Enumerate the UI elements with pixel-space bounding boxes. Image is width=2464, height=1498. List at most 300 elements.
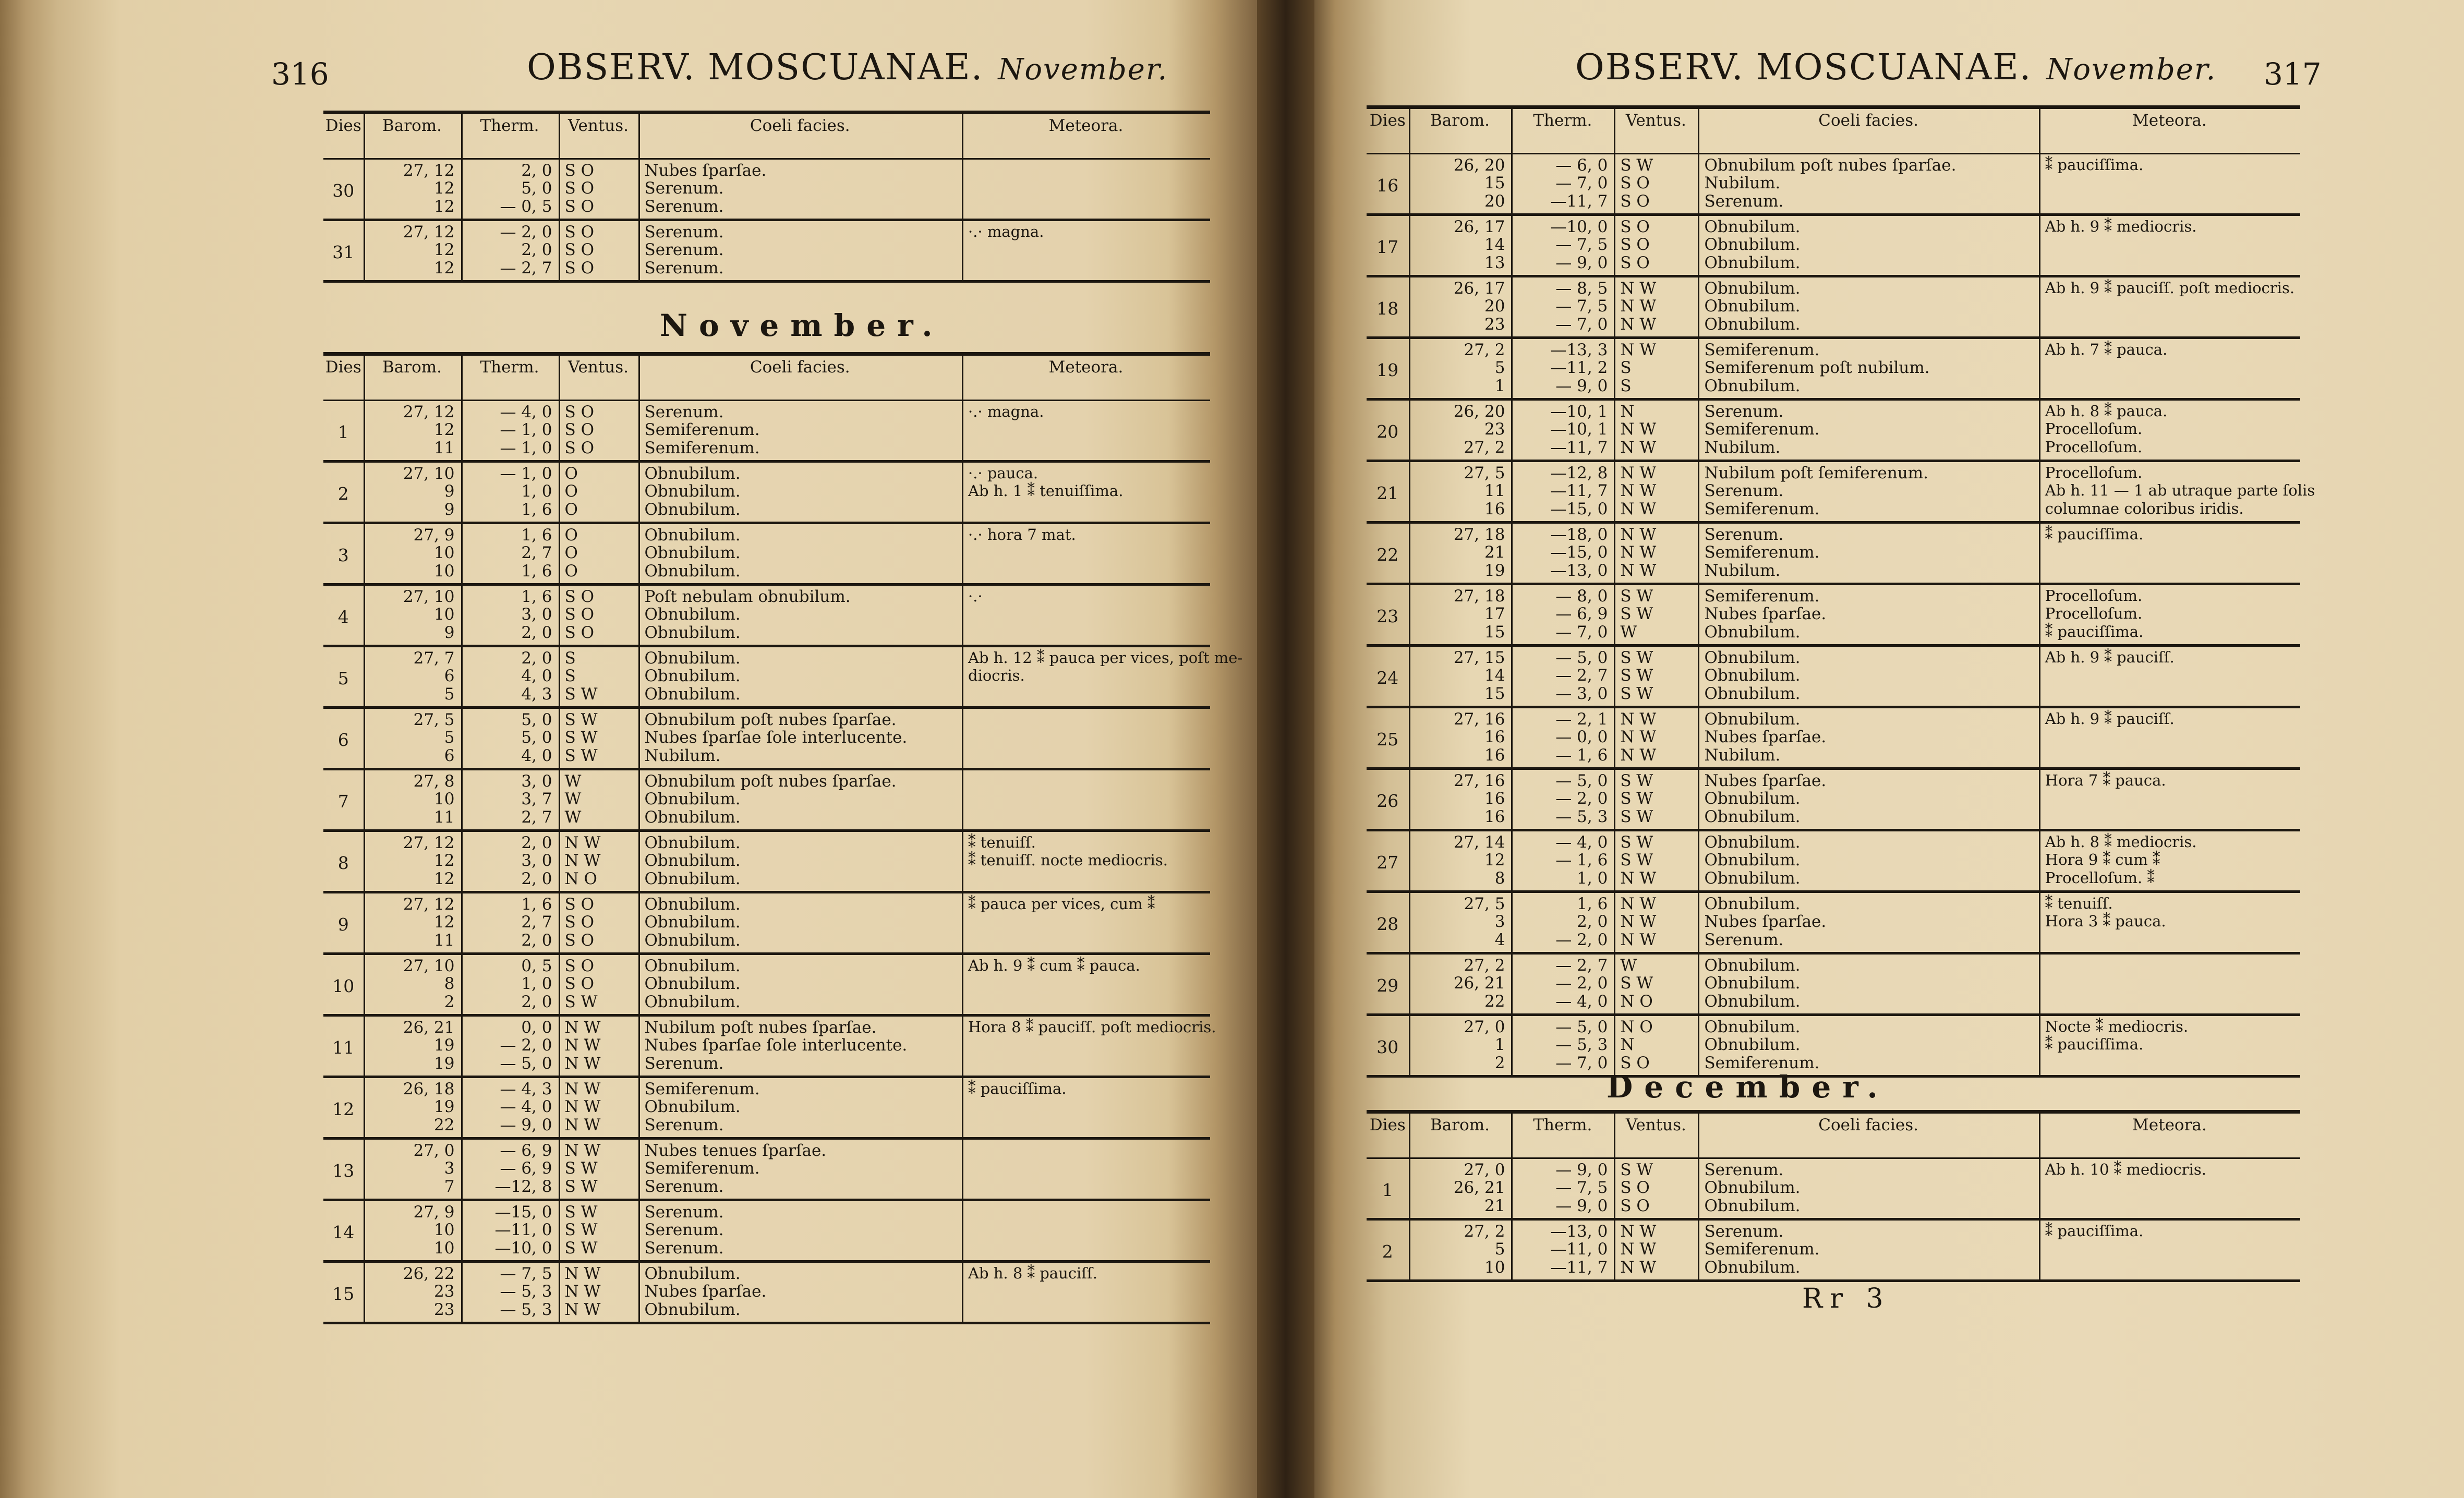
- column-rule: [1511, 462, 1513, 521]
- column-rule: [1614, 708, 1615, 767]
- day-number: 12: [332, 1098, 355, 1119]
- table-cell-line: 20: [1484, 297, 1505, 316]
- table-cell-line: W: [564, 790, 582, 809]
- table-cell-line: 1, 6: [1577, 895, 1608, 913]
- table-cell-line: — 7, 5: [1555, 1178, 1608, 1198]
- thermometer-values: [467, 770, 552, 829]
- column-rule: [1614, 462, 1615, 521]
- table-cell-line: S O: [564, 223, 595, 241]
- table-cell-line: 23: [1484, 420, 1505, 439]
- table-cell-line: 27, 12: [403, 895, 455, 914]
- table-cell-line: ⁑ tenuiſſ. nocte mediocris.: [968, 851, 1168, 869]
- table-october-end: [323, 111, 1210, 283]
- table-cell-line: 27, 16: [1453, 710, 1505, 729]
- table-cell-line: — 5, 0: [1555, 648, 1608, 667]
- table-cell-line: N W: [564, 1097, 601, 1117]
- column-rule: [962, 1263, 963, 1322]
- table-cell-line: Nubilum.: [1704, 745, 1781, 765]
- month-title: November.: [660, 308, 944, 343]
- table-cell-line: N W: [564, 833, 601, 852]
- table-row: [323, 524, 1210, 586]
- table-cell-line: Ab h. 11 — 1 ab utraque parte ſolis: [2045, 481, 2315, 500]
- table-cell-line: 7: [444, 1177, 455, 1196]
- column-rule: [2039, 708, 2040, 767]
- table-cell-line: S O: [564, 605, 595, 624]
- table-cell-line: Obnubilum.: [1704, 833, 1801, 852]
- table-cell-line: Procelloſum.: [2045, 438, 2143, 456]
- column-rule: [1511, 585, 1513, 644]
- barometer-values: [370, 1201, 455, 1260]
- table-cell-line: Nubilum.: [1704, 561, 1781, 580]
- table-cell-line: 3, 0: [521, 772, 552, 791]
- table-cell-line: 2, 0: [521, 161, 552, 180]
- table-cell-line: 2, 0: [521, 992, 552, 1011]
- sky-description: [645, 401, 956, 460]
- table-cell-line: 27, 10: [403, 587, 455, 606]
- table-row: [1367, 1159, 2300, 1221]
- table-cell-line: Serenum.: [1704, 1222, 1784, 1241]
- table-cell-line: — 3, 0: [1555, 684, 1608, 703]
- column-rule: [461, 1017, 463, 1076]
- wind-values: [565, 1017, 632, 1076]
- table-cell-line: N W: [1620, 1258, 1657, 1277]
- barometer-values: [1415, 647, 1505, 706]
- column-rule: [1698, 401, 1699, 460]
- table-cell-line: Obnubilum.: [1704, 974, 1801, 993]
- column-rule: [962, 1201, 963, 1260]
- meteora-notes: [2045, 1221, 2294, 1279]
- day-number: 18: [1376, 298, 1399, 319]
- table-cell-line: S O: [564, 913, 595, 932]
- table-cell-line: —10, 1: [1550, 402, 1608, 421]
- table-cell-line: —10, 0: [494, 1238, 552, 1258]
- header-therm: Therm.: [480, 358, 539, 377]
- table-cell-line: Obnubilum poſt nubes ſparſae.: [644, 772, 897, 791]
- sky-description: [645, 893, 956, 952]
- thermometer-values: [1517, 524, 1608, 583]
- header-barom: Barom.: [382, 358, 442, 377]
- day-number: 11: [332, 1037, 355, 1058]
- column-rule: [1511, 708, 1513, 767]
- barometer-values: [1415, 216, 1505, 275]
- table-cell-line: S O: [1620, 191, 1650, 211]
- barometer-values: [370, 1017, 455, 1076]
- table-cell-line: 2, 0: [521, 240, 552, 260]
- sky-description: [645, 1017, 956, 1076]
- thermometer-values: [467, 524, 552, 583]
- table-cell-line: S W: [564, 684, 598, 704]
- table-cell-line: Ab h. 9 ⁑ pauciſſ. poſt mediocris.: [2045, 279, 2295, 297]
- table-cell-line: — 5, 3: [500, 1282, 552, 1301]
- column-rule: [1614, 893, 1615, 952]
- table-cell-line: Semiferenum.: [1704, 341, 1820, 359]
- table-cell-line: N W: [564, 1080, 601, 1098]
- thermometer-values: [467, 160, 552, 219]
- table-cell-line: 2: [444, 992, 455, 1011]
- table-cell-line: 5: [1494, 358, 1505, 378]
- header-coeli-facies: Coeli facies.: [750, 358, 850, 377]
- column-rule: [461, 770, 463, 829]
- header-coeli-facies: Coeli facies.: [1818, 111, 1918, 130]
- table-cell-line: — 7, 0: [1555, 622, 1608, 642]
- table-cell-line: S O: [1620, 253, 1650, 272]
- header-coeli-facies: Coeli facies.: [750, 116, 850, 135]
- table-cell-line: 26, 21: [1453, 1178, 1505, 1198]
- wind-values: [565, 1201, 632, 1260]
- column-rule: [1698, 1114, 1699, 1157]
- table-cell-line: S O: [564, 197, 595, 216]
- meteora-notes: [2045, 277, 2294, 336]
- sky-description: [645, 647, 956, 706]
- column-rule: [559, 524, 560, 583]
- sky-description: [645, 1201, 956, 1260]
- table-cell-line: Ab h. 1 ⁑ tenuiſſima.: [968, 482, 1124, 500]
- table-cell-line: 1, 6: [521, 895, 552, 914]
- day-number: 30: [1376, 1036, 1399, 1057]
- column-rule: [364, 463, 365, 522]
- table-cell-line: N: [1620, 402, 1635, 421]
- column-rule: [1409, 1159, 1410, 1218]
- sky-description: [645, 955, 956, 1014]
- table-row: [323, 160, 1210, 221]
- column-rule: [962, 463, 963, 522]
- meteora-notes: [2045, 831, 2294, 890]
- table-cell-line: S W: [1620, 1161, 1653, 1179]
- column-rule: [461, 160, 463, 219]
- column-rule: [1614, 1159, 1615, 1218]
- sky-description: [645, 1078, 956, 1137]
- table-cell-line: — 4, 0: [500, 403, 552, 421]
- column-rule: [1614, 401, 1615, 460]
- column-rule: [364, 1140, 365, 1199]
- meteora-notes: [2045, 647, 2294, 706]
- day-number: 21: [1376, 482, 1399, 503]
- table-cell-line: — 2, 1: [1555, 710, 1608, 729]
- day-number: 7: [337, 791, 349, 812]
- table-cell-line: — 7, 5: [1555, 297, 1608, 316]
- table-cell-line: S O: [1620, 235, 1650, 255]
- column-rule: [638, 160, 640, 219]
- sky-description: [1704, 1159, 2032, 1218]
- table-cell-line: 27, 5: [1464, 895, 1505, 913]
- table-cell-line: N W: [1620, 297, 1657, 316]
- column-rule: [2039, 1016, 2040, 1075]
- column-rule: [461, 709, 463, 768]
- table-row: [1367, 831, 2300, 893]
- table-cell-line: N W: [1620, 868, 1657, 888]
- table-cell-line: Semiferenum poſt nubilum.: [1704, 358, 1930, 378]
- table-cell-line: Procelloſum. ⁑: [2045, 868, 2155, 887]
- thermometer-values: [467, 1140, 552, 1199]
- table-cell-line: 2, 0: [521, 649, 552, 668]
- meteora-notes: [968, 524, 1204, 583]
- table-cell-line: 11: [434, 438, 455, 457]
- column-rule: [1511, 154, 1513, 213]
- table-cell-line: S O: [564, 179, 595, 198]
- table-cell-line: Ab h. 9 ⁑ mediocris.: [2045, 218, 2197, 235]
- table-cell-line: S O: [564, 895, 595, 914]
- day-number: 16: [1376, 175, 1399, 196]
- column-rule: [638, 401, 640, 460]
- running-month: November.: [998, 53, 1168, 87]
- thermometer-values: [1517, 401, 1608, 460]
- column-rule: [1698, 647, 1699, 706]
- barometer-values: [1415, 585, 1505, 644]
- table-cell-line: Obnubilum.: [644, 543, 741, 563]
- table-cell-line: O: [564, 500, 578, 519]
- table-cell-line: N W: [1620, 1222, 1657, 1241]
- table-cell-line: Obnubilum.: [1704, 279, 1801, 298]
- table-cell-line: —15, 0: [494, 1203, 552, 1222]
- table-cell-line: 26, 20: [1453, 156, 1505, 175]
- wind-values: [1620, 585, 1692, 644]
- table-row: [323, 1017, 1216, 1078]
- table-cell-line: Nubilum poſt nubes ſparſae.: [644, 1018, 877, 1037]
- header-dies: Dies: [1369, 1116, 1406, 1134]
- table-cell-line: Hora 9 ⁑ cum ⁑: [2045, 851, 2160, 869]
- table-cell-line: Serenum.: [644, 240, 724, 260]
- table-cell-line: — 1, 0: [500, 438, 552, 457]
- thermometer-values: [467, 647, 552, 706]
- sky-description: [1704, 277, 2032, 336]
- column-rule: [1614, 109, 1615, 153]
- table-cell-line: Nubes ſparſae.: [1704, 728, 1827, 747]
- column-rule: [461, 221, 463, 280]
- table-cell-line: Serenum.: [644, 197, 724, 216]
- barometer-values: [1415, 708, 1505, 767]
- table-cell-line: 10: [434, 1221, 455, 1240]
- meteora-notes: [968, 770, 1204, 829]
- thermometer-values: [467, 586, 552, 645]
- table-cell-line: Hora 8 ⁑ pauciſſ. poſt mediocris.: [968, 1018, 1216, 1036]
- table-cell-line: Nubes tenues ſparſae.: [644, 1141, 827, 1160]
- sky-description: [645, 160, 956, 219]
- column-rule: [638, 221, 640, 280]
- barometer-values: [370, 524, 455, 583]
- column-rule: [1614, 277, 1615, 336]
- table-cell-line: N W: [1620, 561, 1657, 580]
- table-cell-line: 27, 8: [413, 772, 455, 791]
- column-rule: [1511, 1221, 1513, 1279]
- column-rule: [638, 1140, 640, 1199]
- column-rule: [638, 524, 640, 583]
- table-cell-line: Serenum.: [644, 1221, 724, 1240]
- header-therm: Therm.: [1533, 111, 1592, 130]
- column-rule: [1409, 277, 1410, 336]
- table-cell-line: Obnubilum.: [644, 561, 741, 581]
- sky-description: [645, 1140, 956, 1199]
- table-cell-line: Obnubilum.: [1704, 710, 1801, 729]
- table-cell-line: N W: [1620, 279, 1657, 298]
- meteora-notes: [2045, 339, 2294, 398]
- column-rule: [1409, 770, 1410, 829]
- table-cell-line: Obnubilum.: [644, 667, 741, 686]
- table-row: [1367, 893, 2300, 955]
- table-cell-line: O: [564, 464, 578, 483]
- table-cell-line: 19: [1484, 561, 1505, 580]
- table-cell-line: N W: [1620, 728, 1657, 747]
- table-cell-line: Obnubilum.: [1704, 868, 1801, 888]
- barometer-values: [370, 463, 455, 522]
- table-cell-line: Serenum.: [1704, 481, 1784, 501]
- column-rule: [962, 160, 963, 219]
- table-cell-line: 3: [444, 1159, 455, 1178]
- column-rule: [638, 893, 640, 952]
- column-rule: [364, 1078, 365, 1137]
- table-cell-line: N W: [564, 1264, 601, 1283]
- sky-description: [1704, 401, 2032, 460]
- thermometer-values: [1517, 770, 1608, 829]
- column-rule: [364, 356, 365, 400]
- sky-description: [1704, 831, 2032, 890]
- column-rule: [638, 955, 640, 1014]
- table-cell-line: 27, 0: [1464, 1161, 1505, 1179]
- column-rule: [1511, 339, 1513, 398]
- table-cell-line: — 7, 5: [500, 1264, 552, 1283]
- table-cell-line: 9: [444, 482, 455, 501]
- table-cell-line: 16: [1484, 807, 1505, 826]
- table-cell-line: Obnubilum.: [644, 1097, 741, 1117]
- thermometer-values: [1517, 647, 1608, 706]
- meteora-notes: [968, 221, 1204, 280]
- table-cell-line: S W: [564, 1238, 598, 1258]
- table-row: [1367, 524, 2300, 585]
- table-cell-line: S O: [1620, 1178, 1650, 1198]
- table-cell-line: N W: [1620, 341, 1657, 359]
- column-rule: [2039, 1159, 2040, 1218]
- table-cell-line: Semiferenum.: [644, 1159, 760, 1178]
- table-cell-line: N W: [1620, 710, 1657, 729]
- table-cell-line: 16: [1484, 789, 1505, 808]
- table-header: [323, 352, 1210, 401]
- table-cell-line: Obnubilum.: [644, 869, 741, 888]
- table-cell-line: S W: [1620, 587, 1653, 606]
- column-rule: [962, 770, 963, 829]
- column-rule: [1698, 831, 1699, 890]
- header-dies: Dies: [1369, 111, 1406, 130]
- column-rule: [1698, 109, 1699, 153]
- table-cell-line: S W: [1620, 833, 1653, 852]
- table-cell-line: —10, 1: [1550, 420, 1608, 439]
- table-cell-line: N W: [1620, 895, 1657, 913]
- column-rule: [559, 770, 560, 829]
- column-rule: [962, 955, 963, 1014]
- table-cell-line: ⁑ pauca per vices, cum ⁑: [968, 895, 1155, 913]
- column-rule: [638, 647, 640, 706]
- barometer-values: [1415, 1159, 1505, 1218]
- column-rule: [1614, 1114, 1615, 1157]
- table-cell-line: Nubes ſparſae.: [644, 1282, 767, 1301]
- wind-values: [1620, 1221, 1692, 1279]
- table-cell-line: S: [1620, 376, 1632, 395]
- table-cell-line: 27, 5: [1464, 464, 1505, 482]
- table-cell-line: 2, 0: [521, 833, 552, 852]
- table-row: [1367, 708, 2300, 770]
- table-cell-line: 26, 17: [1453, 279, 1505, 298]
- table-cell-line: 0, 0: [521, 1018, 552, 1037]
- table-cell-line: Nubes ſparſae.: [644, 161, 767, 180]
- table-cell-line: — 6, 0: [1555, 156, 1608, 175]
- barometer-values: [370, 770, 455, 829]
- wind-values: [565, 463, 632, 522]
- table-cell-line: Obnubilum.: [1704, 1258, 1801, 1277]
- wind-values: [1620, 462, 1692, 521]
- table-cell-line: 27, 9: [413, 1203, 455, 1222]
- meteora-notes: [968, 1201, 1204, 1260]
- table-row: [1367, 277, 2300, 339]
- table-cell-line: Serenum.: [1704, 930, 1784, 949]
- barometer-values: [1415, 462, 1505, 521]
- thermometer-values: [1517, 893, 1608, 952]
- table-cell-line: 16: [1484, 745, 1505, 765]
- table-cell-line: N O: [1620, 992, 1653, 1011]
- table-cell-line: — 7, 0: [1555, 174, 1608, 193]
- running-head: [527, 47, 1168, 88]
- table-cell-line: Obnubilum.: [644, 464, 741, 483]
- table-cell-line: 5, 0: [521, 728, 552, 747]
- table-row: [323, 586, 1210, 647]
- table-cell-line: — 5, 0: [500, 1054, 552, 1073]
- table-cell-line: N W: [1620, 438, 1657, 457]
- table-cell-line: S: [564, 649, 576, 668]
- column-rule: [364, 524, 365, 583]
- table-cell-line: Nubilum.: [1704, 438, 1781, 457]
- table-cell-line: — 9, 0: [1555, 1161, 1608, 1179]
- sky-description: [1704, 524, 2032, 583]
- wind-values: [1620, 708, 1692, 767]
- table-cell-line: S O: [564, 258, 595, 277]
- table-cell-line: S O: [564, 974, 595, 994]
- table-december: [1367, 1110, 2300, 1282]
- table-cell-line: 5, 0: [521, 710, 552, 729]
- column-rule: [364, 709, 365, 768]
- day-number: 26: [1376, 790, 1399, 811]
- table-cell-line: Obnubilum.: [644, 931, 741, 950]
- table-cell-line: —11, 7: [1550, 438, 1608, 457]
- meteora-notes: [968, 1140, 1204, 1199]
- column-rule: [1409, 585, 1410, 644]
- column-rule: [1614, 339, 1615, 398]
- column-rule: [2039, 831, 2040, 890]
- table-cell-line: 27, 0: [413, 1141, 455, 1160]
- column-rule: [2039, 216, 2040, 275]
- table-cell-line: 27, 15: [1453, 648, 1505, 667]
- table-header: [323, 111, 1210, 160]
- column-rule: [1409, 1221, 1410, 1279]
- table-cell-line: W: [564, 772, 582, 791]
- sky-description: [1704, 708, 2032, 767]
- column-rule: [1614, 770, 1615, 829]
- table-cell-line: 26, 22: [403, 1264, 455, 1283]
- month-title: December.: [1607, 1069, 1889, 1105]
- wind-values: [565, 832, 632, 891]
- table-cell-line: Serenum.: [644, 179, 724, 198]
- table-cell-line: Obnubilum.: [644, 851, 741, 871]
- column-rule: [1698, 770, 1699, 829]
- column-rule: [1409, 216, 1410, 275]
- table-cell-line: Semiferenum.: [1704, 587, 1820, 606]
- meteora-notes: [968, 586, 1204, 645]
- barometer-values: [370, 647, 455, 706]
- table-cell-line: 27, 12: [403, 833, 455, 852]
- column-rule: [962, 832, 963, 891]
- table-cell-line: Obnubilum.: [1704, 807, 1801, 826]
- column-rule: [461, 356, 463, 400]
- table-row: [1367, 339, 2300, 401]
- table-cell-line: 2, 0: [521, 869, 552, 888]
- table-cell-line: Obnubilum.: [1704, 218, 1801, 236]
- column-rule: [638, 1078, 640, 1137]
